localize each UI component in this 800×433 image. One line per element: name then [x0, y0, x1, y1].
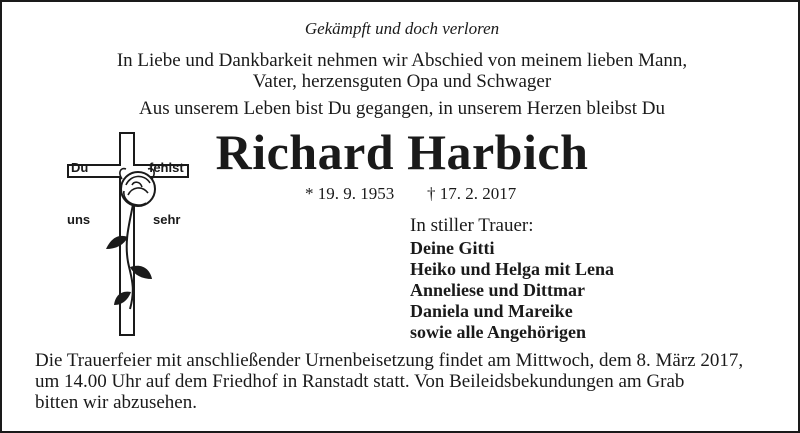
cross-with-rose — [60, 127, 200, 342]
cross-word-sehr: sehr — [153, 212, 181, 227]
cross-word-du: Du — [71, 160, 89, 175]
birth-date: * 19. 9. 1953 — [305, 184, 395, 203]
cross-word-uns: uns — [67, 212, 91, 227]
deceased-name: Richard Harbich — [215, 124, 589, 180]
mourners-list — [410, 238, 614, 343]
intro-line-2: Vater, herzensguten Opa und Schwager — [252, 71, 552, 92]
intro-line-1: In Liebe und Dankbarkeit nehmen wir Abschied von meinem lieben Mann, — [116, 50, 688, 71]
mourner: sowie alle Angehörigen — [410, 322, 586, 342]
funeral-line-3: bitten wir abzusehen. — [35, 392, 197, 413]
funeral-details — [35, 350, 743, 413]
mourner: Heiko und Helga mit Lena — [410, 259, 615, 279]
motto: Gekämpft und doch verloren — [304, 19, 500, 38]
intro-text — [2, 50, 800, 92]
death-date: † 17. 2. 2017 — [427, 184, 517, 203]
verse: Aus unserem Leben bist Du gegangen, in unserem Herzen bleibst Du — [138, 98, 666, 119]
funeral-line-2: um 14.00 Uhr auf dem Friedhof in Ranstadt statt. Von Beileidsbekundungen am Grab — [35, 371, 685, 392]
mourner: Anneliese und Dittmar — [410, 280, 585, 300]
cross-word-fehlst: fehlst — [149, 160, 184, 175]
mourning-intro: In stiller Trauer: — [410, 215, 534, 236]
funeral-line-1: Die Trauerfeier mit anschließender Urnenbeisetzung findet am Mittwoch, dem 8. März 2017, — [35, 350, 744, 371]
mourner: Deine Gitti — [410, 238, 495, 258]
mourner: Daniela und Mareike — [410, 301, 573, 321]
